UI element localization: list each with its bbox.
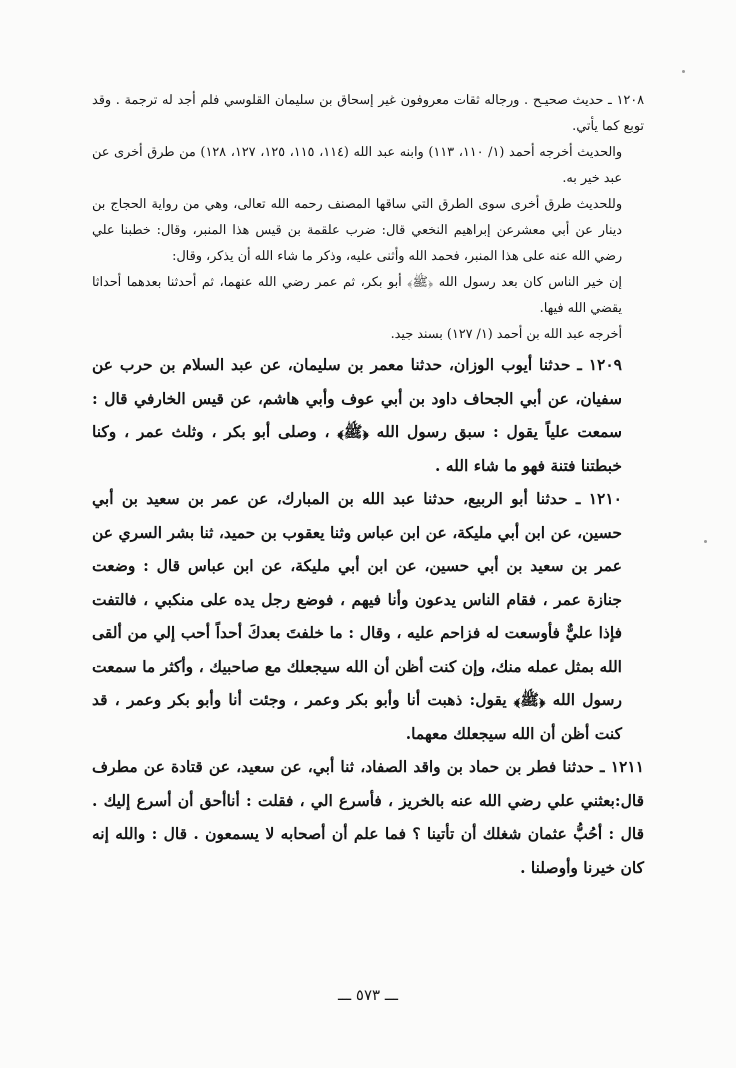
page-body xyxy=(92,88,644,1048)
footnote-quote: إن خير الناس كان بعد رسول الله ﴿ﷺ﴾ أبو بكر، ثم عمر رضي الله عنهما، ثم أحدثنا بعدهما أحداثا يقضي الله فيها. xyxy=(92,275,622,316)
hadith-1209: ١٢٠٩ ـ حدثنا أيوب الوزان، حدثنا معمر بن سليمان، عن عبد السلام بن حرب عن سفيان، عن أبي الجحاف داود بن أبي عوف وأبي هاشم، عن قيس الخارفي قال : سمعت علياً يقول : سبق رسول الله ﴿ﷺ﴾ ، وصلى أبو بكر ، وثلث عمر ، وكنا خبطتنا فتنة فهو ما شاء الله . xyxy=(92,355,622,475)
footnotes-section xyxy=(92,88,644,348)
footnote-source: أخرجه عبد الله بن أحمد (١/ ١٢٧) بسند جيد. xyxy=(390,327,622,342)
scan-dot xyxy=(704,540,707,543)
footnote-hadith-1208: ١٢٠٨ ـ حديث صحيـح . ورجاله ثقات معروفون غير إسحاق بن سليمان القلوسي فلم أجد له ترجمة . وقد توبع كما يأتي. xyxy=(92,93,644,134)
footnote-takhrij: والحديث أخرجه أحمد (١/ ١١٠، ١١٣) وابنه عبد الله (١١٤، ١١٥، ١٢٥، ١٢٧، ١٢٨) من طرق أخرى عن عبد خير به. xyxy=(92,145,623,186)
hadith-1211: ١٢١١ ـ حدثنا فطر بن حماد بن واقد الصفاد، ثنا أبي، عن سعيد، عن قتادة عن مطرف قال:بعثني علي رضي الله عنه بالخريز ، فأسرع الي ، فقلت : أناأحق أن أسرع إليك . قال : أحُبُّ عثمان شغلك أن تأتينا ؟ فما علم أن أصحابه لا يسمعون . قال : والله إنه كان خيرنا وأوصلنا . xyxy=(92,757,644,877)
scan-dot xyxy=(682,70,685,73)
main-text xyxy=(92,348,644,884)
page-number: ـــ ٥٧٣ ـــ xyxy=(337,986,399,1004)
footnote-other-route: وللحديث طرق أخرى سوى الطرق التي ساقها المصنف رحمه الله تعالى، وهي من رواية الحجاج بن دينار عن أبي معشرعن إبراهيم النخعي قال: ضرب علقمة بن قيس هذا المنبر، وقال: خطبنا علي رضي الله عنه على هذا المنبر، فحمد الله وأثنى عليه، وذكر ما شاء الله أن يذكر، وقال: xyxy=(92,197,622,264)
hadith-1210: ١٢١٠ ـ حدثنا أبو الربيع، حدثنا عبد الله بن المبارك، عن عمر بن سعيد بن أبي حسين، عن ابن أبي مليكة، عن ابن عباس وثنا يعقوب بن حميد، ثنا بشر السري عن عمر بن سعيد بن أبي حسين، عن ابن أبي مليكة، عن ابن عباس قال : وضعت جنازة عمر ، فقام الناس يدعون وأنا فيهم ، فوضع رجل يده على منكبي ، فالتفت فإذا عليٌّ فأوسعت له فزاحم عليه ، وقال : ما خلفتَ بعدكَ أحداً أحب إلي من ألقى الله بمثل عمله منك، وإن كنت أظن أن الله سيجعلك مع صاحبيك ، وأكثر ما سمعت رسول الله ﴿ﷺ﴾ يقول: ذهبت أنا وأبو بكر وعمر ، وجئت أنا وأبو بكر وعمر ، قد كنت أظن أن الله سيجعلك معهما. xyxy=(92,489,622,743)
